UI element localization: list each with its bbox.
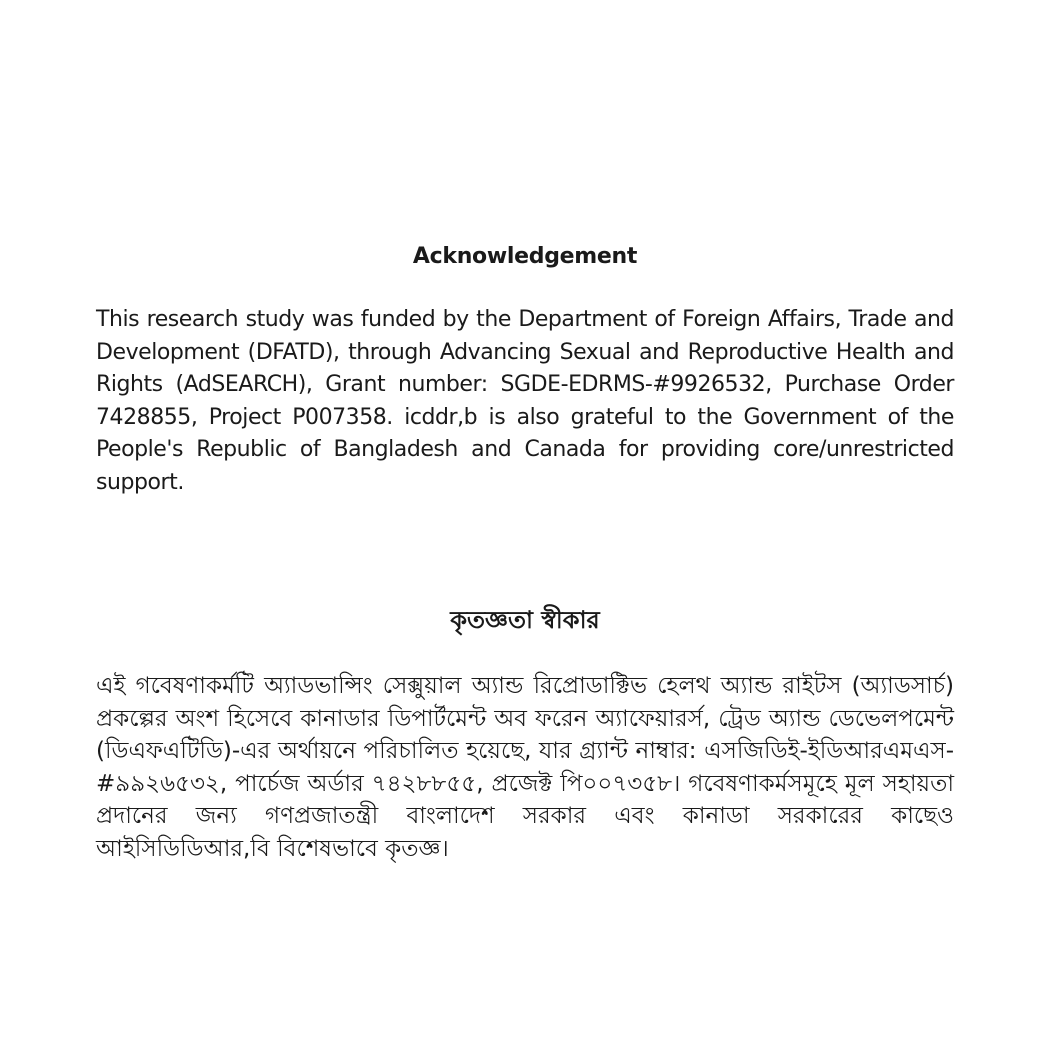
english-acknowledgement-text: This research study was funded by the Department of Foreign Affairs, Trade and Development (DFATD), through Advancing Sexual and Reproductive Health and Rights (AdSEARCH), Grant number: SGDE-EDRMS-#9926532, Purchase Order 7428855, Project P007358. icddr,b is also grateful to the Government of the People's Republic of Bangladesh and Canada for providing core/unrestricted support. xyxy=(96,307,954,495)
english-heading: Acknowledgement xyxy=(412,244,638,269)
bangla-acknowledgement-text: এই গবেষণাকর্মটি অ্যাডভান্সিং সেক্সুয়াল অ্যান্ড রিপ্রোডাক্টিভ হেলথ অ্যান্ড রাইটস (অ্যাডসার্চ) প্রকল্পের অংশ হিসেবে কানাডার ডিপার্টমেন্ট অব ফরেন অ্যাফেয়ারর্স, ট্রেড অ্যান্ড ডেভেলপমেন্ট (ডিএফএটিডি)-এর অর্থায়নে পরিচালিত হয়েছে, যার গ্র্যান্ট নাম্বার: এসজিডিই-ইডিআরএমএস-#৯৯২৬৫৩২, পার্চেজ অর্ডার ৭৪২৮৮৫৫, প্রজেক্ট পি০০৭৩৫৮। গবেষণাকর্মসমূহে মূল সহায়তা প্রদানের জন্য গণপ্রজাতন্ত্রী বাংলাদেশ সরকার এবং কানাডা সরকারের কাছেও আইসিডিডিআর,বি বিশেষভাবে কৃতজ্ঞ। xyxy=(96,673,954,862)
bangla-acknowledgement-section xyxy=(96,600,954,866)
bangla-heading: কৃতজ্ঞতা স্বীকার xyxy=(450,606,600,634)
english-acknowledgement-section xyxy=(96,240,954,500)
